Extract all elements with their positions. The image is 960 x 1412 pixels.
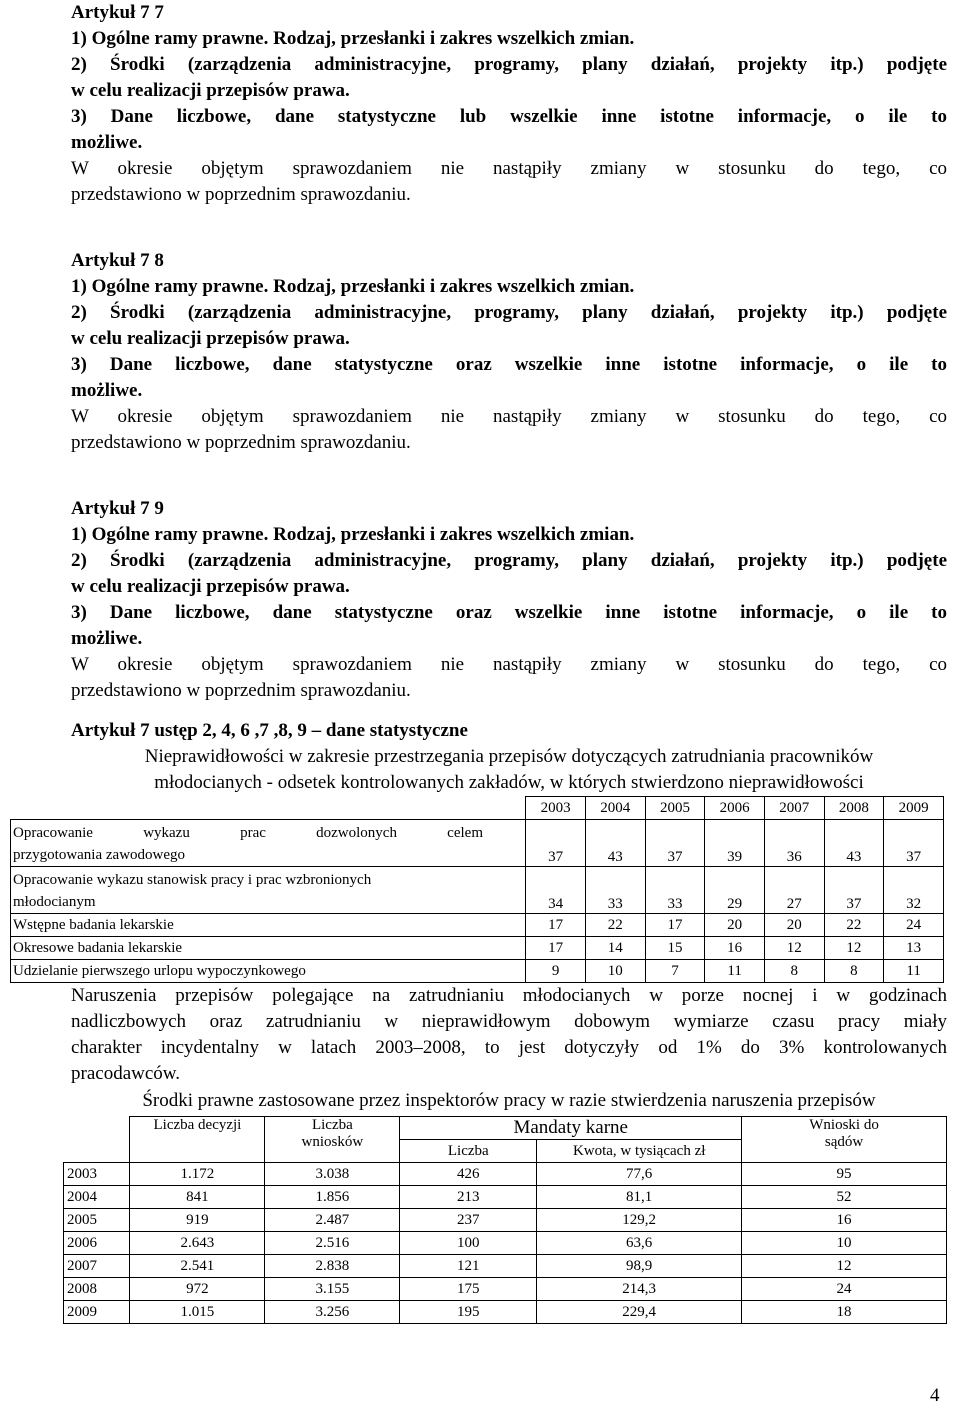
table-cell: 11 [884, 960, 944, 983]
section-point-2-cont: w celu realizacji przepisów prawa. [71, 328, 350, 349]
table-cell: 213 [400, 1186, 537, 1209]
row-label [11, 867, 526, 914]
row-label-line-1: Opracowanie wykazu prac dozwolonych celem [13, 825, 483, 841]
table-cell: 34 [526, 867, 586, 914]
section-point-2: 2) Środki (zarządzenia administracyjne, programy, plany działań, projekty itp.) podjęte [71, 54, 947, 75]
table-cell: 17 [526, 937, 586, 960]
table-cell: 3.256 [265, 1301, 400, 1324]
table-cell: 22 [824, 914, 884, 937]
table-cell: 43 [824, 820, 884, 867]
table-cell: 100 [400, 1232, 537, 1255]
stats-caption-line-2: młodocianych - odsetek kontrolowanych zakładów, w których stwierdzono nieprawidłowości [154, 772, 864, 793]
paragraph-line: Naruszenia przepisów polegające na zatrudnianiu młodocianych w porze nocnej i w godzinach [71, 985, 947, 1006]
section-note: W okresie objętym sprawozdaniem nie nastąpiły zmiany w stosunku do tego, co [71, 654, 947, 675]
table-cell: 8 [824, 960, 884, 983]
table-cell: 95 [742, 1163, 947, 1186]
table-cell: 972 [130, 1278, 265, 1301]
table-cell: 37 [526, 820, 586, 867]
table-cell: 36 [764, 820, 824, 867]
table-cell: 2.541 [130, 1255, 265, 1278]
table-cell: 13 [884, 937, 944, 960]
table-cell: 2.516 [265, 1232, 400, 1255]
table-cell: 98,9 [537, 1255, 742, 1278]
row-label [11, 820, 526, 867]
motions-header-line-2: wniosków [301, 1134, 364, 1150]
table-cell: 39 [705, 820, 765, 867]
table-cell: 1.172 [130, 1163, 265, 1186]
table-cell: 20 [705, 914, 765, 937]
stats-caption-line-1: Nieprawidłowości w zakresie przestrzegania przepisów dotyczących zatrudniania pracowników [144, 746, 874, 767]
table-cell: 24 [742, 1278, 947, 1301]
year-cell: 2005 [64, 1209, 130, 1232]
table-cell: 841 [130, 1186, 265, 1209]
measures-caption: Środki prawne zastosowane przez inspektorów pracy w razie stwierdzenia naruszenia przepisów [142, 1090, 876, 1111]
year-header: 2006 [705, 797, 765, 820]
table-cell: 2.838 [265, 1255, 400, 1278]
row-label: Udzielanie pierwszego urlopu wypoczynkowego [11, 960, 526, 983]
table-row [11, 937, 944, 960]
section-note-cont: przedstawiono w poprzednim sprawozdaniu. [71, 432, 411, 453]
table-cell: 63,6 [537, 1232, 742, 1255]
table-cell: 37 [824, 867, 884, 914]
year-header: 2005 [645, 797, 705, 820]
table-header-row [64, 1117, 947, 1140]
court-header [742, 1117, 947, 1163]
table-cell: 29 [705, 867, 765, 914]
table-cell: 12 [764, 937, 824, 960]
row-label-line-2: młodocianym [13, 894, 96, 910]
motions-header-line-1: Liczba [311, 1117, 353, 1133]
table-cell: 237 [400, 1209, 537, 1232]
table-row [11, 914, 944, 937]
table-cell: 17 [526, 914, 586, 937]
page-number: 4 [930, 1385, 940, 1406]
year-header: 2007 [764, 797, 824, 820]
section-point-3: 3) Dane liczbowe, dane statystyczne oraz wszelkie inne istotne informacje, o ile to [71, 602, 947, 623]
section-title: Artykuł 7 8 [71, 250, 164, 271]
paragraph-line: pracodawców. [71, 1063, 181, 1084]
table-cell: 11 [705, 960, 765, 983]
table-cell: 919 [130, 1209, 265, 1232]
article-sections [71, 0, 947, 704]
fines-count-header: Liczba [400, 1140, 537, 1163]
table-cell: 8 [764, 960, 824, 983]
table-cell: 18 [742, 1301, 947, 1324]
year-header: 2004 [585, 797, 645, 820]
table-cell: 12 [742, 1255, 947, 1278]
violations-paragraph [71, 983, 947, 1087]
table-cell: 10 [585, 960, 645, 983]
table-cell: 3.038 [265, 1163, 400, 1186]
table-row [64, 1209, 947, 1232]
section-article-7-7 [71, 0, 947, 208]
section-article-7-9 [71, 496, 947, 704]
table-cell: 77,6 [537, 1163, 742, 1186]
section-title: Artykuł 7 9 [71, 498, 164, 519]
table-corner [11, 797, 526, 820]
row-label: Wstępne badania lekarskie [11, 914, 526, 937]
paragraph-line: charakter incydentalny w latach 2003–2008, to jest dotyczyły od 1% do 3% kontrolowanych [71, 1037, 947, 1058]
table-cell: 175 [400, 1278, 537, 1301]
table-cell: 22 [585, 914, 645, 937]
year-header: 2003 [526, 797, 586, 820]
table-corner [64, 1117, 130, 1163]
section-point-1: 1) Ogólne ramy prawne. Rodzaj, przesłanki i zakres wszelkich zmian. [71, 28, 635, 49]
section-note: W okresie objętym sprawozdaniem nie nastąpiły zmiany w stosunku do tego, co [71, 406, 947, 427]
section-point-3: 3) Dane liczbowe, dane statystyczne lub wszelkie inne istotne informacje, o ile to [71, 106, 947, 127]
section-title: Artykuł 7 7 [71, 2, 164, 23]
table-cell: 33 [645, 867, 705, 914]
table-row [64, 1301, 947, 1324]
violations-table [10, 796, 944, 983]
table-cell: 16 [742, 1209, 947, 1232]
section-point-1: 1) Ogólne ramy prawne. Rodzaj, przesłanki i zakres wszelkich zmian. [71, 524, 635, 545]
table-row [64, 1232, 947, 1255]
decisions-header: Liczba decyzji [130, 1117, 265, 1163]
table-cell: 229,4 [537, 1301, 742, 1324]
year-cell: 2004 [64, 1186, 130, 1209]
table-cell: 81,1 [537, 1186, 742, 1209]
table-row [64, 1163, 947, 1186]
stats-heading: Artykuł 7 ustęp 2, 4, 6 ,7 ,8, 9 – dane statystyczne [71, 720, 468, 741]
table-row [11, 867, 944, 914]
table-cell: 3.155 [265, 1278, 400, 1301]
table-cell: 426 [400, 1163, 537, 1186]
section-note-cont: przedstawiono w poprzednim sprawozdaniu. [71, 184, 411, 205]
section-article-7-8 [71, 248, 947, 456]
section-point-3-cont: możliwe. [71, 132, 143, 153]
table-cell: 2.487 [265, 1209, 400, 1232]
table-cell: 24 [884, 914, 944, 937]
row-label: Okresowe badania lekarskie [11, 937, 526, 960]
court-header-line-2: sądów [824, 1134, 864, 1150]
section-point-2-cont: w celu realizacji przepisów prawa. [71, 80, 350, 101]
year-cell: 2007 [64, 1255, 130, 1278]
section-point-2-cont: w celu realizacji przepisów prawa. [71, 576, 350, 597]
row-label-line-2: przygotowania zawodowego [13, 847, 186, 863]
table-header-row [11, 797, 944, 820]
table-cell: 15 [645, 937, 705, 960]
section-note: W okresie objętym sprawozdaniem nie nastąpiły zmiany w stosunku do tego, co [71, 158, 947, 179]
table-cell: 2.643 [130, 1232, 265, 1255]
table-cell: 52 [742, 1186, 947, 1209]
motions-header [265, 1117, 400, 1163]
table-cell: 27 [764, 867, 824, 914]
table-cell: 12 [824, 937, 884, 960]
table-row [11, 820, 944, 867]
fines-header: Mandaty karne [400, 1117, 742, 1140]
section-point-2: 2) Środki (zarządzenia administracyjne, programy, plany działań, projekty itp.) podjęte [71, 302, 947, 323]
row-label-line-1: Opracowanie wykazu stanowisk pracy i prac wzbronionych [13, 872, 372, 888]
table-cell: 7 [645, 960, 705, 983]
table-cell: 10 [742, 1232, 947, 1255]
year-header: 2008 [824, 797, 884, 820]
section-point-3-cont: możliwe. [71, 380, 143, 401]
table-cell: 37 [645, 820, 705, 867]
fines-amount-header: Kwota, w tysiącach zł [537, 1140, 742, 1163]
table-cell: 16 [705, 937, 765, 960]
year-header: 2009 [884, 797, 944, 820]
table-cell: 32 [884, 867, 944, 914]
table-cell: 43 [585, 820, 645, 867]
table-cell: 195 [400, 1301, 537, 1324]
table-cell: 129,2 [537, 1209, 742, 1232]
table-cell: 20 [764, 914, 824, 937]
section-point-3-cont: możliwe. [71, 628, 143, 649]
table-cell: 37 [884, 820, 944, 867]
table-cell: 14 [585, 937, 645, 960]
year-cell: 2006 [64, 1232, 130, 1255]
table-row [64, 1255, 947, 1278]
section-point-2: 2) Środki (zarządzenia administracyjne, programy, plany działań, projekty itp.) podjęte [71, 550, 947, 571]
year-cell: 2003 [64, 1163, 130, 1186]
section-point-3: 3) Dane liczbowe, dane statystyczne oraz wszelkie inne istotne informacje, o ile to [71, 354, 947, 375]
paragraph-line: nadliczbowych oraz zatrudnianiu w nieprawidłowym dobowym wymiarze czasu pracy miały [71, 1011, 947, 1032]
table-cell: 214,3 [537, 1278, 742, 1301]
table-cell: 17 [645, 914, 705, 937]
section-point-1: 1) Ogólne ramy prawne. Rodzaj, przesłanki i zakres wszelkich zmian. [71, 276, 635, 297]
table-row [11, 960, 944, 983]
section-note-cont: przedstawiono w poprzednim sprawozdaniu. [71, 680, 411, 701]
table-cell: 1.856 [265, 1186, 400, 1209]
legal-measures-table [63, 1116, 947, 1324]
table-cell: 9 [526, 960, 586, 983]
court-header-line-1: Wnioski do [809, 1117, 879, 1133]
year-cell: 2008 [64, 1278, 130, 1301]
table-row [64, 1186, 947, 1209]
table-cell: 33 [585, 867, 645, 914]
year-cell: 2009 [64, 1301, 130, 1324]
table-row [64, 1278, 947, 1301]
table-cell: 1.015 [130, 1301, 265, 1324]
table-cell: 121 [400, 1255, 537, 1278]
